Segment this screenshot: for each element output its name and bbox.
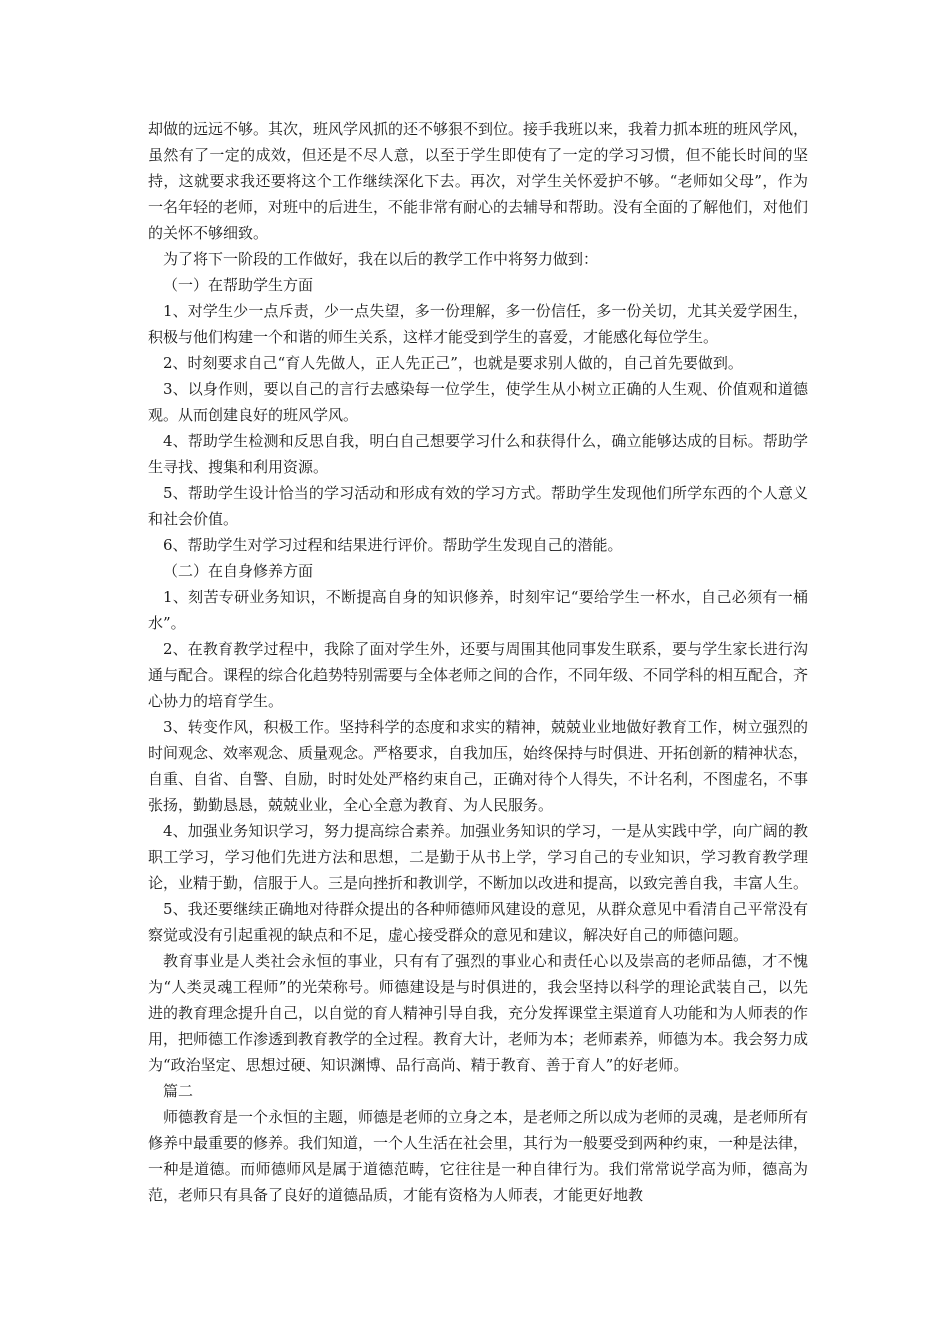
- list-item: 1、刻苦专研业务知识，不断提高自身的知识修养，时刻牢记“要给学生一杯水，自己必须有一桶水”。: [148, 588, 808, 632]
- paragraph-conclusion: 教育事业是人类社会永恒的事业，只有有了强烈的事业心和责任心以及崇高的老师品德，才不愧为“人类灵魂工程师”的光荣称号。师德建设是与时俱进的，我会坚持以科学的理论武装自己，以先进的教育理念提升自己，以自觉的育人精神引导自我，充分发挥课堂主渠道育人功能和为人师表的作用，把师德工作渗透到教育教学的全过程。教育大计，老师为本；老师素养，师德为本。我会努力成为“政治坚定、思想过硬、知识渊博、品行高尚、精于教育、善于育人”的好老师。: [148, 952, 809, 1074]
- list-item: 2、时刻要求自己“育人先做人，正人先正己”，也就是要求别人做的，自己首先要做到。: [163, 354, 743, 372]
- paragraph-intro: 为了将下一阶段的工作做好，我在以后的教学工作中将努力做到：: [163, 250, 599, 268]
- list-item: 4、加强业务知识学习，努力提高综合素养。加强业务知识的学习，一是从实践中学，向广阔的教职工学习，学习他们先进方法和思想，二是勤于从书上学，学习自己的专业知识，学习教育教学理论，业精于勤，信服于人。三是向挫折和教训学，不断加以改进和提高，以致完善自我，丰富人生。: [148, 822, 809, 892]
- section-title-part-two: 篇二: [163, 1082, 194, 1100]
- paragraph-part-two-body: 师德教育是一个永恒的主题，师德是老师的立身之本，是老师之所以成为老师的灵魂，是老师所有修养中最重要的修养。我们知道，一个人生活在社会里，其行为一般要受到两种约束，一种是法律，一种是道德。而师德师风是属于道德范畴，它往往是一种自律行为。我们常常说学高为师，德高为范，老师只有具备了良好的道德品质，才能有资格为人师表，才能更好地教: [148, 1108, 809, 1204]
- list-item: 5、帮助学生设计恰当的学习活动和形成有效的学习方式。帮助学生发现他们所学东西的个人意义和社会价值。: [148, 484, 808, 528]
- document-page: [148, 116, 808, 1208]
- list-item: 2、在教育教学过程中，我除了面对学生外，还要与周围其他同事发生联系，要与学生家长进行沟通与配合。课程的综合化趋势特别需要与全体老师之间的合作，不同年级、不同学科的相互配合，齐心协力的培育学生。: [148, 640, 809, 710]
- list-item: 1、对学生少一点斥责，少一点失望，多一份理解，多一份信任，多一份关切，尤其关爱学困生，积极与他们构建一个和谐的师生关系，这样才能受到学生的喜爱，才能感化每位学生。: [148, 302, 808, 346]
- paragraph-continuation: 却做的远远不够。其次，班风学风抓的还不够狠不到位。接手我班以来，我着力抓本班的班风学风，虽然有了一定的成效，但还是不尽人意，以至于学生即使有了一定的学习习惯，但不能长时间的坚持，这就要求我还要将这个工作继续深化下去。再次，对学生关怀爱护不够。“老师如父母”，作为一名年轻的老师，对班中的后进生，不能非常有耐心的去辅导和帮助。没有全面的了解他们，对他们的关怀不够细致。: [148, 120, 809, 242]
- section-heading-help-students: （一）在帮助学生方面: [163, 276, 314, 294]
- list-item: 4、帮助学生检测和反思自我，明白自己想要学习什么和获得什么，确立能够达成的目标。帮助学生寻找、搜集和利用资源。: [148, 432, 808, 476]
- list-item: 5、我还要继续正确地对待群众提出的各种师德师风建设的意见，从群众意见中看清自己平常没有察觉或没有引起重视的缺点和不足，虚心接受群众的意见和建议，解决好自己的师德问题。: [148, 900, 808, 944]
- list-item: 3、转变作风，积极工作。坚持科学的态度和求实的精神，兢兢业业地做好教育工作，树立强烈的时间观念、效率观念、质量观念。严格要求，自我加压，始终保持与时俱进、开拓创新的精神状态，自重、自省、自警、自励，时时处处严格约束自己，正确对待个人得失，不计名利，不图虚名，不事张扬，勤勤恳恳，兢兢业业，全心全意为教育、为人民服务。: [148, 718, 809, 814]
- list-item: 6、帮助学生对学习过程和结果进行评价。帮助学生发现自己的潜能。: [163, 536, 623, 554]
- section-heading-self-cultivation: （二）在自身修养方面: [163, 562, 314, 580]
- list-item: 3、以身作则，要以自己的言行去感染每一位学生，使学生从小树立正确的人生观、价值观和道德观。从而创建良好的班风学风。: [148, 380, 808, 424]
